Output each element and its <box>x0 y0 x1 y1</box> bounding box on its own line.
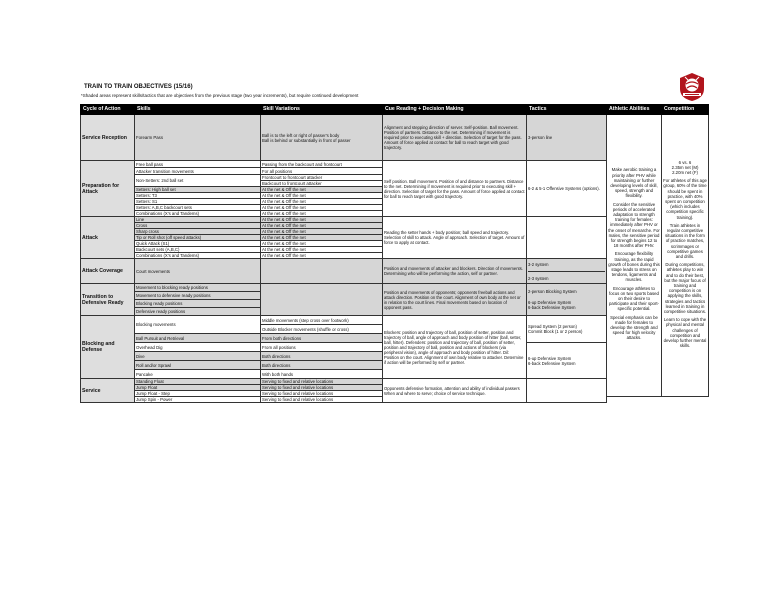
variation-cell <box>261 259 383 284</box>
variation-text: Ball is behind or substantially in front of passer <box>262 137 351 143</box>
skill-cell: Movement to blocking ready positions <box>135 284 261 292</box>
tactic-cell <box>527 284 607 316</box>
tactic-text: 2-3 system <box>528 271 605 281</box>
variation-cell: At the net & Off the net <box>261 211 383 217</box>
athletic-text: Encourage flexibility training, as the rapid growth of bones during this stage leads to stress on tendons, ligaments and muscles. <box>608 251 660 283</box>
cue-cell: Self position. Ball movement. Position of and distance to partners. Distance to the net. Determining if movement is required prior to executing skill + direction. Selection of target for the pass. Amount of force applied at contact for ball to reach target with good trajectory. <box>383 161 527 217</box>
column-header: Competition <box>662 105 709 115</box>
competition-text: 2.35m net (M) <box>671 164 699 170</box>
area-attack-coverage: Attack Coverage <box>81 259 135 284</box>
cue-cell: Position and movements of attacker and blockers. Direction of movements. Determining who will be performing the action, self or partner. <box>383 259 527 284</box>
skill-cell: Line <box>135 217 261 223</box>
area-service: Service <box>81 379 135 403</box>
column-header: Cue Reading + Decision Making <box>383 105 527 115</box>
variation-cell: Serving to fixed and relative locations <box>261 385 383 391</box>
variation-cell: At the net & Off the net <box>261 241 383 247</box>
competition-text: Learn to cope with the physical and mental challenges of competition and develop further mental skills. <box>663 317 707 349</box>
variation-cell: With both hands <box>261 370 383 379</box>
variation-cell: Middle movements (step cross over footwork) <box>261 316 383 325</box>
competition-text: 2.20m net (F) <box>672 169 698 175</box>
skill-cell: Court movements <box>135 259 261 284</box>
table-row <box>81 115 709 161</box>
skill-cell: Backcourt sets (A,B,C) <box>135 247 261 253</box>
skill-cell: Blocking ready positions <box>135 300 261 308</box>
tactic-cell <box>527 217 607 259</box>
tactic-cell: 6-2 & 5-1 Offensive Systems (options). <box>527 161 607 217</box>
skill-cell: Non-Setters: 2nd ball set <box>135 175 261 187</box>
skill-cell: Combinations (X's and Tandems) <box>135 253 261 259</box>
variation-cell: Passing from the backcourt and frontcourt <box>261 161 383 168</box>
variation-cell <box>261 284 383 316</box>
tactic-text: Spread System (2 person) <box>528 324 577 329</box>
tactic-text: 6-up Defensive System <box>528 300 572 305</box>
column-header: Skill Variations <box>261 105 383 115</box>
cue-cell: Opponents defensive formation, attention and ability of individual passers When and where to serve; choice of service technique. <box>383 379 527 403</box>
skill-cell: Attacker transition movements <box>135 168 261 175</box>
skill-cell: Overhead Dig <box>135 343 261 352</box>
column-header: Cycle of Action <box>81 105 135 115</box>
skill-cell: Jump Float - Step <box>135 391 261 397</box>
skill-cell: Combinations (X's and Tandems) <box>135 211 261 217</box>
athletic-text: Special emphasis can be made for females to develop the strength and speed for high velocity attacks. <box>610 314 658 341</box>
variation-cell: At the net & Off the net <box>261 229 383 235</box>
skill-cell: Standing Float <box>135 379 261 385</box>
tactic-text: 6-up Defensive System <box>528 355 572 361</box>
column-header: Tactics <box>527 105 607 115</box>
cue-cell: Blockers: position and trajectory of ball, position of setter, position and trajectory of ball, angle of approach and body position of hitter (ball, setter, ball, hitter). Defenders: position and trajectory of ball, position of setter, position and trajectory of ball, position and actions of blockers (via peripheral vision), angle of approach and body position of hitter. Dil: Position on the court. Alignment of own body relative to attacker. Determine if action will be performed by self or partner. <box>383 316 527 379</box>
competition-text: Train athletes in regular competitive situations in the form of practice matches, scrimmages or competitive games and drills. <box>665 222 705 259</box>
variation-cell: For all positions <box>261 168 383 175</box>
tactic-text: 3-2 system <box>528 261 549 267</box>
variation-cell: Serving to fixed and relative locations <box>261 397 383 403</box>
area-blocking-and-defense: Blocking and Defense <box>81 316 135 379</box>
skill-cell: Quick Attack (S1) <box>135 241 261 247</box>
tactic-text: 6-back Defensive System <box>528 360 576 366</box>
tactic-cell: 3-person line <box>527 115 607 161</box>
skill-cell: Movement to defensive ready positions <box>135 292 261 300</box>
skill-cell: Dive <box>135 352 261 361</box>
competition-text: 6 vs. 6 <box>678 159 692 165</box>
athletic-text: Encourage athletes to focus on two sports based on their desire to participate and their sport-specific potential. <box>609 285 659 312</box>
skill-cell: Setters: A,B,C backcourt sets <box>135 205 261 211</box>
skill-cell: Tip or Roll shot (off speed attacks) <box>135 235 261 241</box>
variation-cell: At the net & Off the net <box>261 253 383 259</box>
tactic-cell <box>527 379 607 403</box>
area-preparation-for-attack: Preparation for Attack <box>81 161 135 217</box>
variation-cell <box>261 115 383 161</box>
variation-cell: At the net & Off the net <box>261 217 383 223</box>
competition-cell <box>662 115 709 397</box>
page-title: TRAIN TO TRAIN OBJECTIVES (15/16) <box>84 84 193 90</box>
tactic-cell <box>527 316 607 343</box>
cue-cell: Alignment and stepping direction of server. Self-position. Ball movement. Position of partners. Distance to the net. Determining if movement is required prior to executing skill + direction. Selection of target for the pass. Amount of force applied at contact for ball to reach target with good trajectory. <box>383 115 527 161</box>
variation-cell: At the net & Off the net <box>261 205 383 211</box>
variation-cell: Serving to fixed and relative locations <box>261 379 383 385</box>
skill-cell: Setters: S1 <box>135 199 261 205</box>
skill-cell: Sharp cross <box>135 229 261 235</box>
variation-cell: From both directions <box>261 334 383 343</box>
skill-cell: Free ball pass <box>135 161 261 168</box>
athletic-text: Consider the sensitive periods of accelerated adaptation to strength training for females: immediately after PHV or the onset of menarche. For males, the sensitive period for strength begins 12 to 18 months after PHV. <box>608 201 660 249</box>
tactic-text: 6-back Defensive System <box>528 305 576 310</box>
athletic-text: Make aerobic training a priority after PHV while maintaining or further developing levels of skill, speed, strength and flexibility. <box>610 167 658 199</box>
variation-cell: Backcourt to frontcourt attacker <box>261 181 383 187</box>
objectives-table <box>80 104 709 403</box>
shading-note: *Shaded areas represent skills/tactics that are objectives from the previous stage (two year increments), but require continued development <box>81 93 359 98</box>
volleyball-club-logo-icon <box>677 72 707 102</box>
variation-cell: Serving to fixed and relative locations <box>261 391 383 397</box>
variation-cell: At the net & Off the net <box>261 187 383 193</box>
variation-cell: Both directions <box>261 352 383 361</box>
skill-cell: Cross <box>135 223 261 229</box>
variation-cell: From all positions <box>261 343 383 352</box>
variation-cell: At the net & Off the net <box>261 247 383 253</box>
variation-cell: At the net & Off the net <box>261 235 383 241</box>
skill-cell: Jump Float <box>135 385 261 391</box>
variation-cell: At the net & Off the net <box>261 223 383 229</box>
variation-cell: At the net & Off the net <box>261 193 383 199</box>
area-attack: Attack <box>81 217 135 259</box>
variation-cell: Both directions <box>261 361 383 370</box>
variation-cell: At the net & Off the net <box>261 199 383 205</box>
area-transition: Transition to Defensive Ready <box>81 284 135 316</box>
table-header-row <box>81 105 709 115</box>
variation-cell: Frontcourt to frontcourt attacker <box>261 175 383 181</box>
tactic-text: 2-person Blocking System <box>528 289 577 294</box>
skill-cell: Ball Pursuit and Retrieval <box>135 334 261 343</box>
variation-cell: Outside Blocker movements (shuffle or cross) <box>261 325 383 334</box>
competition-text: For athletes of this age group, 60% of the time should be spent in practice, with 40% spent on competition (which includes competition specific training). <box>663 178 707 220</box>
skill-cell: Jump Spin - Power <box>135 397 261 403</box>
skill-cell: Pancake <box>135 370 261 379</box>
skill-cell: Setters: High ball set <box>135 187 261 193</box>
skill-cell: Defensive ready positions <box>135 308 261 316</box>
tactic-cell <box>527 343 607 379</box>
skill-cell: Roll and/or Sprawl <box>135 361 261 370</box>
area-service-reception: Service Reception <box>81 115 135 161</box>
skill-cell: Forearm Pass <box>135 115 261 161</box>
cue-cell: Reading the setter hands + body position; ball speed and trajectory. Selection of skill to attack. Angle of approach. Selection of target. Amount of force to apply at contact. <box>383 217 527 259</box>
skill-cell: Blocking movements <box>135 316 261 334</box>
column-header: Athletic Abilities <box>607 105 662 115</box>
cue-cell: Position and movements of opponents; opponents freeball actions and attack direction. Position on the court. Alignment of own body at the net or in relation to the court lines. Final movements based on location of opponent pass. <box>383 284 527 316</box>
tactic-text: Commit Block (1 or 2 person) <box>528 329 583 334</box>
skill-cell: Setters: T3 <box>135 193 261 199</box>
competition-text: During competitions, athletes play to win and to do their best, but the major focus of training and competition is on applying the skills, strategies and tactics learned in training in competitive situations. <box>663 262 707 315</box>
tactic-cell <box>527 259 607 284</box>
column-header: Skills <box>135 105 261 115</box>
variation-text: Ball is to the left or right of passer's body <box>262 132 340 138</box>
athletic-abilities-cell <box>607 115 662 397</box>
